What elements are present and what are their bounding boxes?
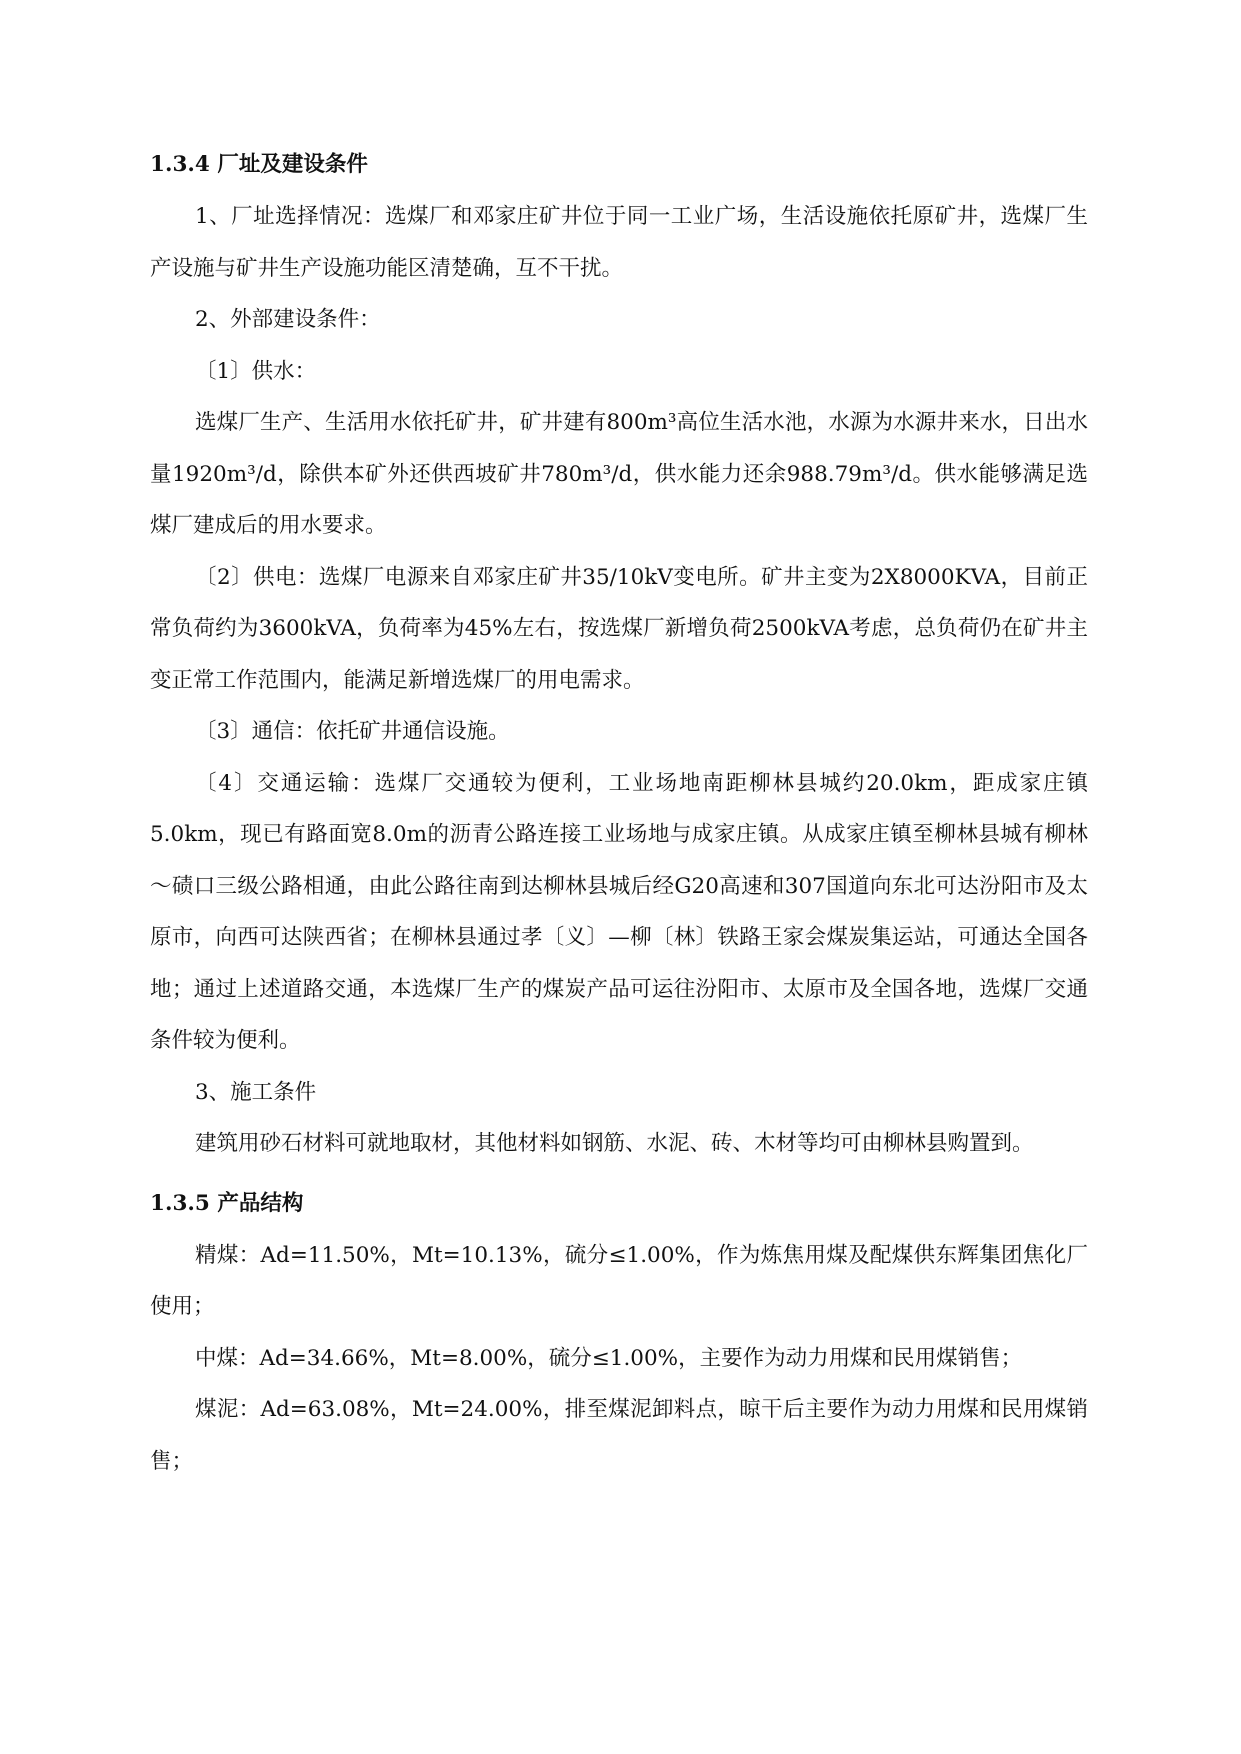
site-selection-paragraph: 1、厂址选择情况：选煤厂和邓家庄矿井位于同一工业广场，生活设施依托原矿井，选煤厂生产设施与矿井生产设施功能区清楚确，互不干扰。 — [150, 204, 1088, 281]
power-supply-paragraph: 〔2〕供电：选煤厂电源来自邓家庄矿井35/10kV变电所。矿井主变为2X8000KVA，目前正常负荷约为3600kVA，负荷率为45%左右，按选煤厂新增负荷2500kVA考虑，总负荷仍在矿井主变正常工作范围内，能满足新增选煤厂的用电需求。 — [150, 564, 1088, 693]
middling-coal-paragraph: 中煤：Ad=34.66%，Mt=8.00%，硫分≤1.00%，主要作为动力用煤和民用煤销售； — [195, 1345, 1023, 1371]
document-body — [150, 139, 1088, 1487]
section-heading-1-3-5: 1.3.5 产品结构 — [150, 1190, 304, 1216]
clean-coal-paragraph: 精煤：Ad=11.50%，Mt=10.13%，硫分≤1.00%，作为炼焦用煤及配煤供东辉集团焦化厂使用； — [150, 1242, 1088, 1319]
water-supply-label: 〔1〕供水： — [195, 358, 317, 384]
construction-conditions-label: 3、施工条件 — [195, 1079, 317, 1105]
section-heading-1-3-4: 1.3.4 厂址及建设条件 — [150, 152, 368, 177]
communication-paragraph: 〔3〕通信：依托矿井通信设施。 — [195, 719, 510, 744]
slime-coal-paragraph: 煤泥：Ad=63.08%，Mt=24.00%，排至煤泥卸料点，晾干后主要作为动力用煤和民用煤销售； — [150, 1397, 1088, 1474]
external-conditions-paragraph: 2、外部建设条件： — [195, 307, 381, 332]
transportation-paragraph: 〔4〕交通运输：选煤厂交通较为便利，工业场地南距柳林县城约20.0km，距成家庄镇5.0km，现已有路面宽8.0m的沥青公路连接工业场地与成家庄镇。从成家庄镇至柳林县城有柳林～碛口三级公路相通，由此公路往南到达柳林县城后经G20高速和307国道向东北可达汾阳市及太原市，向西可达陕西省；在柳林县通过孝〔义〕—柳〔林〕铁路王家会煤炭集运站，可通达全国各地；通过上述道路交通，本选煤厂生产的煤炭产品可运往汾阳市、太原市及全国各地，选煤厂交通条件较为便利。 — [150, 770, 1088, 1053]
water-supply-paragraph: 选煤厂生产、生活用水依托矿井，矿井建有800m³高位生活水池，水源为水源井来水，日出水量1920m³/d，除供本矿外还供西坡矿井780m³/d，供水能力还余988.79m³/d。供水能够满足选煤厂建成后的用水要求。 — [150, 410, 1088, 538]
construction-materials-paragraph: 建筑用砂石材料可就地取材，其他材料如钢筋、水泥、砖、木材等均可由柳林县购置到。 — [195, 1131, 1034, 1156]
